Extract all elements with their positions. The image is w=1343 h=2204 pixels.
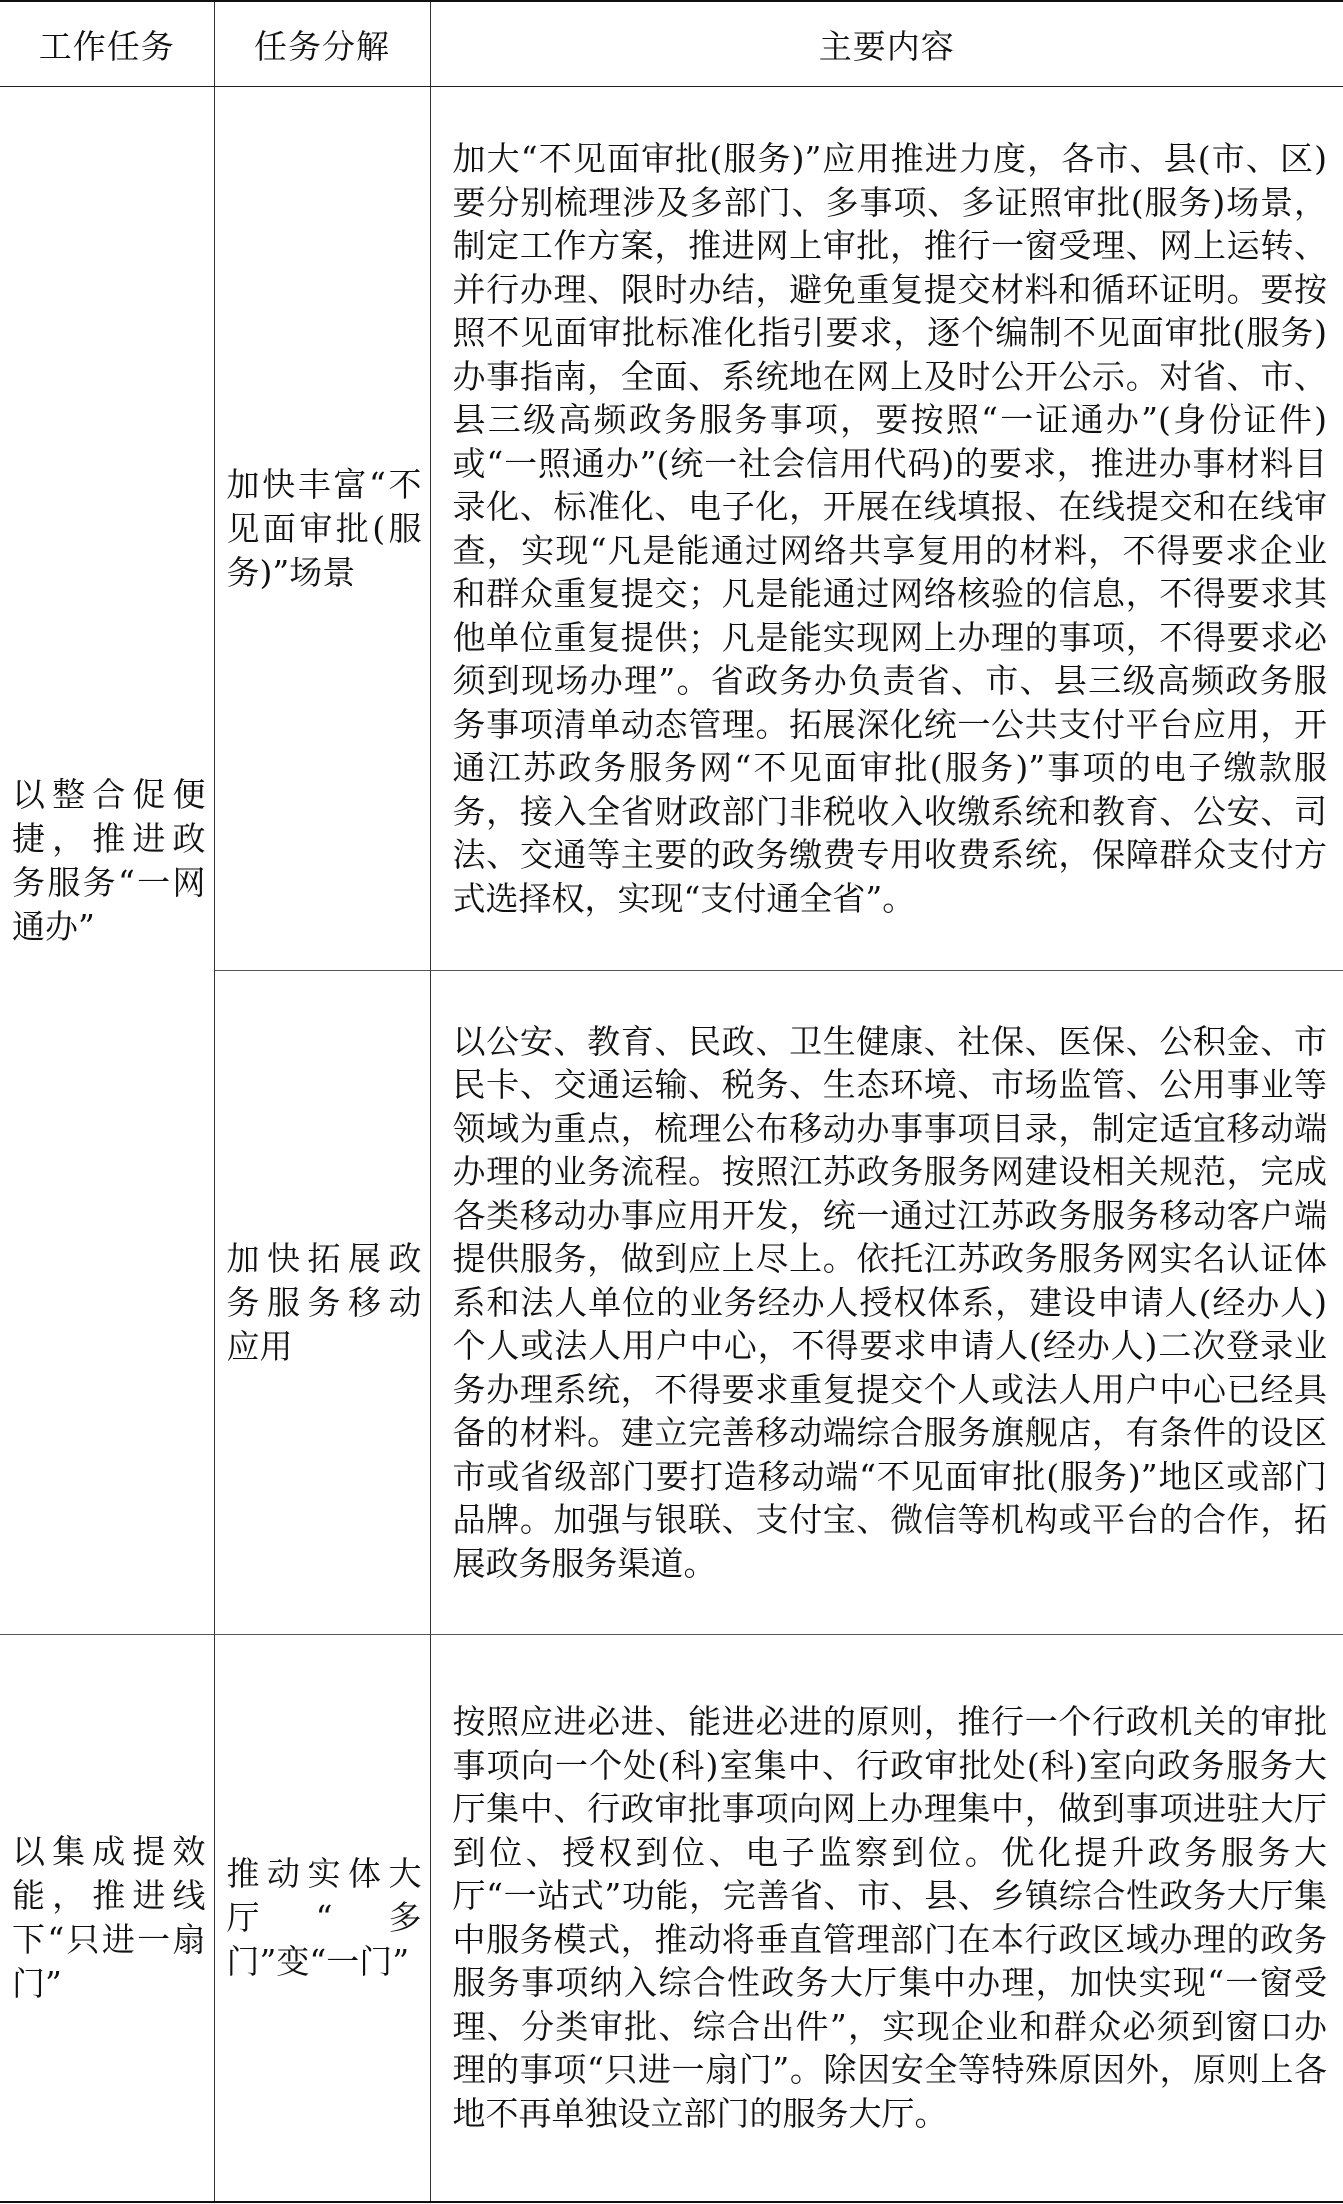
subtask-text: 推动实体大厅“多门”变“一门” bbox=[226, 1853, 422, 1981]
header-subtask: 任务分解 bbox=[214, 1, 430, 87]
content-text: 按照应进必进、能进必进的原则，推行一个行政机关的审批事项向一个处(科)室集中、行政审批处(科)室向政务服务大厅集中、行政审批事项向网上办理集中，做到事项进驻大厅到位、授权到位、电子监察到位。优化提升政务服务大厅“一站式”功能，完善省、市、县、乡镇综合性政务大厅集中服务模式，推动将垂直管理部门在本行政区域办理的政务服务事项纳入综合性政务大厅集中办理，加快实现“一窗受理、分类审批、综合出件”，实现企业和群众必须到窗口办理的事项“只进一扇门”。除因安全等特殊原因外，原则上各地不再单独设立部门的服务大厅。 bbox=[452, 1702, 1327, 2133]
subtask-cell bbox=[214, 1635, 430, 2202]
content-text: 以公安、教育、民政、卫生健康、社保、医保、公积金、市民卡、交通运输、税务、生态环境、市场监管、公用事业等领域为重点，梳理公布移动办事事项目录，制定适宜移动端办理的业务流程。按照江苏政务服务网建设相关规范，完成各类移动办事应用开发，统一通过江苏政务服务移动客户端提供服务，做到应上尽上。依托江苏政务服务网实名认证体系和法人单位的业务经办人授权体系，建设申请人(经办人)个人或法人用户中心，不得要求申请人(经办人)二次登录业务办理系统，不得要求重复提交个人或法人用户中心已经具备的材料。建立完善移动端综合服务旗舰店，有条件的设区市或省级部门要打造移动端“不见面审批(服务)”地区或部门品牌。加强与银联、支付宝、微信等机构或平台的合作，拓展政务服务渠道。 bbox=[452, 1021, 1327, 1583]
table-row bbox=[0, 1635, 1343, 2202]
subtask-text: 加快拓展政务服务移动应用 bbox=[226, 1238, 422, 1366]
content-cell bbox=[430, 1635, 1343, 2202]
task-text: 以整合促便捷，推进政务服务“一网通办” bbox=[12, 774, 206, 946]
header-content: 主要内容 bbox=[430, 1, 1343, 87]
subtask-cell bbox=[214, 971, 430, 1635]
content-cell bbox=[430, 87, 1343, 971]
table-header-row bbox=[0, 1, 1343, 87]
task-cell bbox=[0, 87, 214, 1635]
content-cell bbox=[430, 971, 1343, 1635]
subtask-text: 加快丰富“不见面审批(服务)”场景 bbox=[226, 464, 422, 592]
subtask-cell bbox=[214, 87, 430, 971]
table-row bbox=[0, 87, 1343, 971]
task-cell bbox=[0, 1635, 214, 2202]
content-text: 加大“不见面审批(服务)”应用推进力度，各市、县(市、区)要分别梳理涉及多部门、多事项、多证照审批(服务)场景，制定工作方案，推进网上审批，推行一窗受理、网上运转、并行办理、限时办结，避免重复提交材料和循环证明。要按照不见面审批标准化指引要求，逐个编制不见面审批(服务)办事指南，全面、系统地在网上及时公开公示。对省、市、县三级高频政务服务事项，要按照“一证通办”(身份证件)或“一照通办”(统一社会信用代码)的要求，推进办事材料目录化、标准化、电子化，开展在线填报、在线提交和在线审查，实现“凡是能通过网络共享复用的材料，不得要求企业和群众重复提交；凡是能通过网络核验的信息，不得要求其他单位重复提供；凡是能实现网上办理的事项，不得要求必须到现场办理”。省政务办负责省、市、县三级高频政务服务事项清单动态管理。拓展深化统一公共支付平台应用，开通江苏政务服务网“不见面审批(服务)”事项的电子缴款服务，接入全省财政部门非税收入收缴系统和教育、公安、司法、交通等主要的政务缴费专用收费系统，保障群众支付方式选择权，实现“支付通全省”。 bbox=[452, 139, 1327, 918]
header-task: 工作任务 bbox=[0, 1, 214, 87]
task-text: 以集成提效能，推进线下“只进一扇门” bbox=[12, 1831, 206, 2003]
